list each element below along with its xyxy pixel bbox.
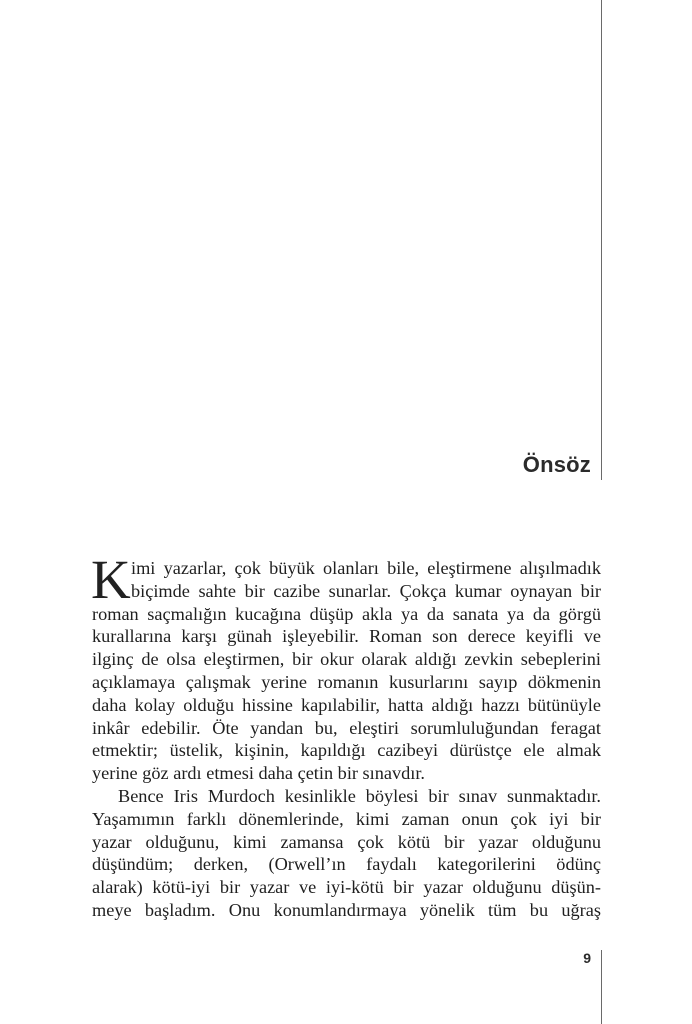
chapter-title: Önsöz xyxy=(522,452,591,477)
text-line: biçimde sahte bir cazibe sunarlar. Çokça kumar oynayan bir xyxy=(131,580,601,601)
text-line: etmektir; üstelik, kişinin, kapıldığı cazibeyi dürüstçe ele almak xyxy=(92,740,601,761)
text-line: daha kolay olduğu hissine kapılabilir, hatta aldığı hazzı bütünüyle xyxy=(92,694,601,715)
text-line: yerine göz ardı etmesi daha çetin bir sınavdır. xyxy=(92,763,426,784)
text-line: kurallarına karşı günah işleyebilir. Roman son derece keyifli ve xyxy=(92,626,601,647)
page-number: 9 xyxy=(583,950,591,966)
text-line: imi yazarlar, çok büyük olanları bile, eleştirmene alışılmadık xyxy=(131,558,601,578)
text-line: roman saçmalığın kucağına düşüp akla ya da sanata ya da görgü xyxy=(92,603,601,624)
text-line: inkâr edebilir. Öte yandan bu, eleştiri sorumluluğundan feragat xyxy=(92,717,601,738)
text-line: açıklamaya çalışmak yerine romanın kusurlarını sayıp dökmenin xyxy=(92,671,601,692)
text-line: yazar olduğunu, kimi zamansa çok kötü bir yazar olduğunu xyxy=(92,831,601,852)
text-line: Yaşamımın farklı dönemlerinde, kimi zaman onun çok iyi bir xyxy=(92,808,601,829)
text-line: Bence Iris Murdoch kesinlikle böylesi bir sınav sunmaktadır. xyxy=(118,785,601,806)
body-text xyxy=(91,549,601,922)
text-line: ilginç de olsa eleştirmen, bir okur olarak aldığı zevkin sebeplerini xyxy=(92,649,601,670)
text-line: alarak) kötü-iyi bir yazar ve iyi-kötü bir yazar olduğunu düşün- xyxy=(92,877,601,898)
text-line: meye başladım. Onu konumlandırmaya yönelik tüm bu uğraş xyxy=(92,899,601,920)
vertical-rule-bottom xyxy=(601,950,602,1024)
text-line: düşündüm; derken, (Orwell’ın faydalı kategorilerini ödünç xyxy=(92,854,601,875)
vertical-rule-top xyxy=(601,0,602,480)
drop-cap: K xyxy=(91,549,131,610)
